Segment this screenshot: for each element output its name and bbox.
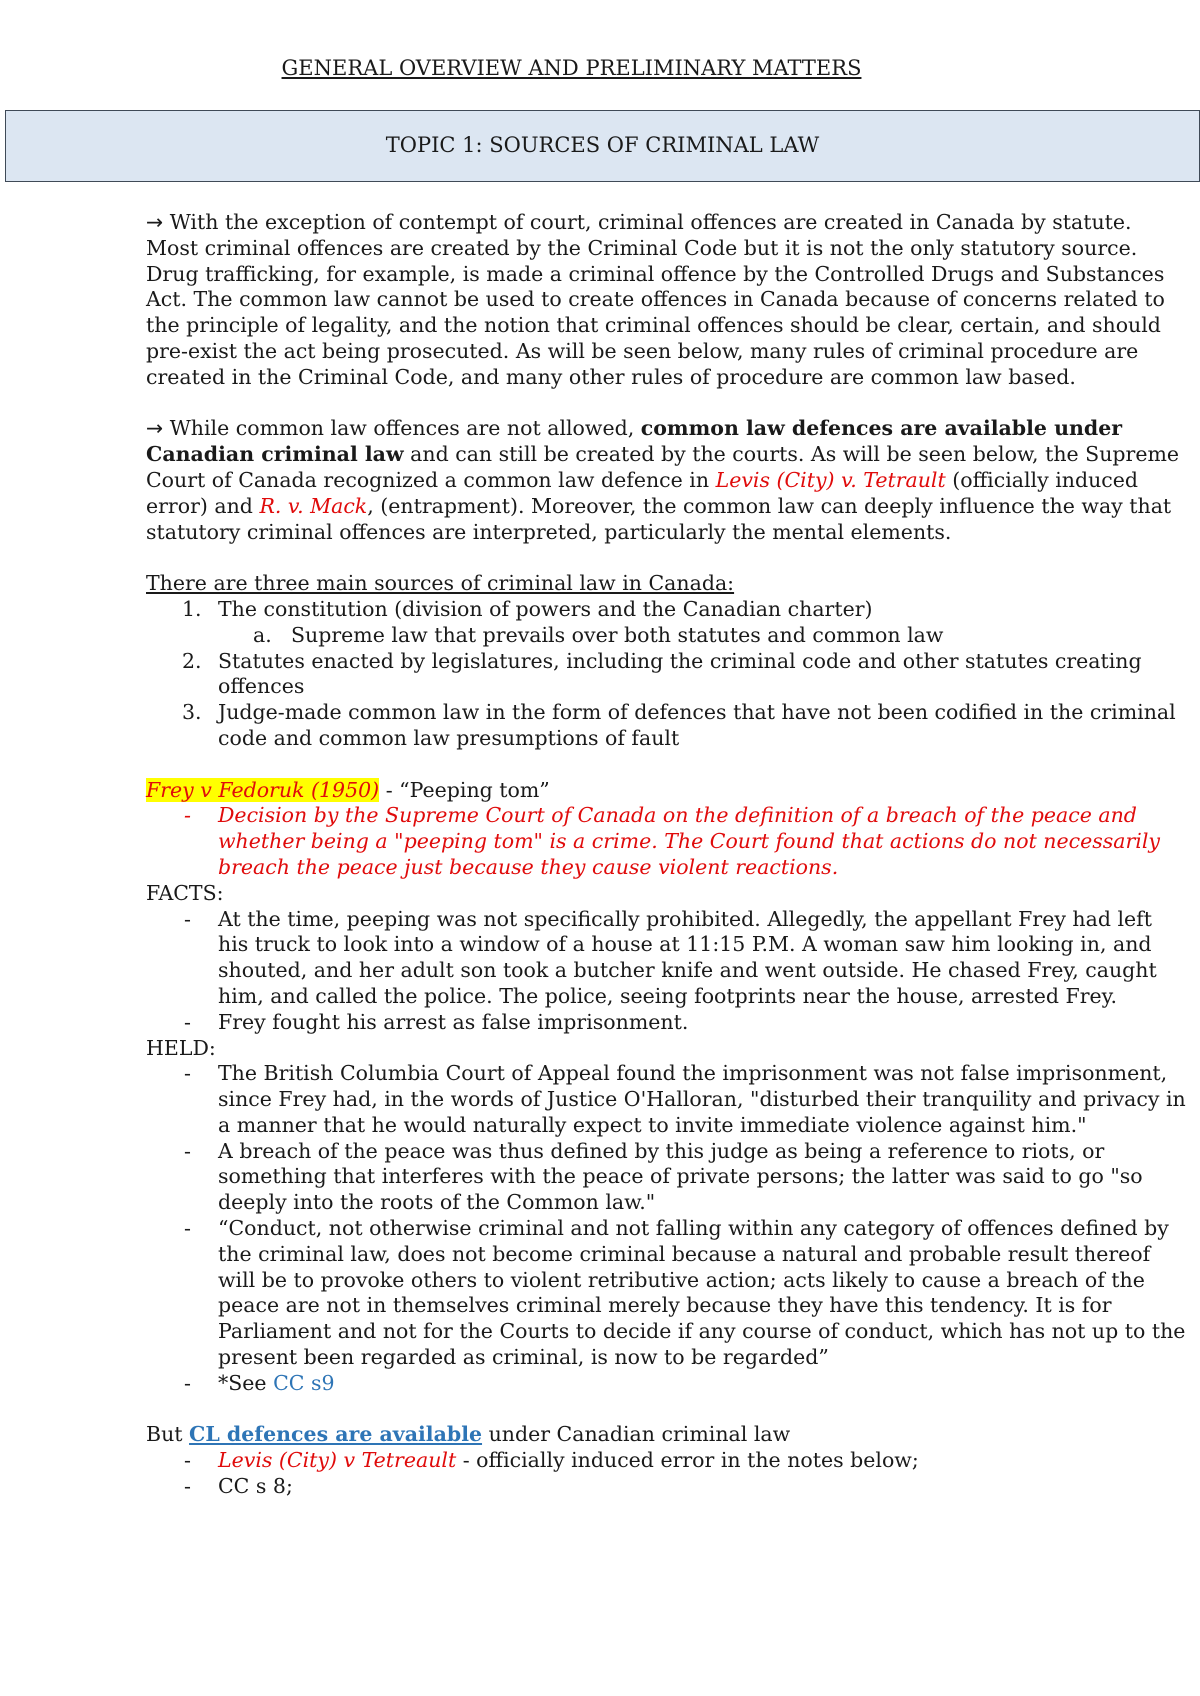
bold-defences-text: common law defences are available under Canadian criminal law xyxy=(146,416,1123,467)
cc-s9-link[interactable]: CC s9 xyxy=(273,1370,335,1395)
case-r-v-mack: R. v. Mack xyxy=(259,493,368,518)
list-item: 1. The constitution (division of powers and the Canadian charter) xyxy=(182,596,873,621)
list-item: - “Conduct, not otherwise criminal and not falling within any category of offences defined by the criminal law, does not become criminal because a natural and probable result thereof will be to provoke others to violent retributive action; acts likely to cause a breach of the peace are not in themselves criminal merely because they have this tendency. It is for Parliament and not for the Courts to decide if any course of conduct, which has not up to the present been regarded as criminal, is now to be regarded” xyxy=(184,1216,1186,1370)
case-heading-frey: Frey v Fedoruk (1950) - “Peeping tom” xyxy=(146,777,550,802)
paragraph-statute: → With the exception of contempt of court, criminal offences are created in Canada by statute. Most criminal offences are created by the Criminal Code but it is not the only statutory source. Drug trafficking, for example, is made a criminal offence by the Controlled Drugs and Substances Act. The common law cannot be used to create offences in Canada because of concerns related to the principle of legality, and the notion that criminal offences should be clear, certain, and should pre-exist the act being prosecuted. As will be seen below, many rules of criminal procedure are created in the Criminal Code, and many other rules of procedure are common law based. xyxy=(146,210,1165,389)
list-item: 3. Judge-made common law in the form of defences that have not been codified in the criminal code and common law presumptions of fault xyxy=(182,700,1176,750)
case-levis-tetreault: Levis (City) v Tetreault xyxy=(218,1448,457,1473)
facts-label: FACTS: xyxy=(146,880,224,905)
facts-list xyxy=(146,907,1186,1036)
held-label: HELD: xyxy=(146,1035,216,1060)
page-heading: GENERAL OVERVIEW AND PRELIMINARY MATTERS xyxy=(281,56,862,80)
topic-box xyxy=(5,110,1200,182)
paragraph-common-law: → While common law offences are not allowed, common law defences are available under Canadian criminal law and can still be created by the courts. As will be seen below, the Supreme Court of Canada recognized a common law defence in Levis (City) v. Tetrault (officially induced error) and R. v. Mack, (entrapment). Moreover, the common law can deeply influence the way that statutory criminal offences are interpreted, particularly the mental elements. xyxy=(146,416,1180,544)
document-body xyxy=(146,210,1186,1500)
arrow-icon: → xyxy=(146,210,164,234)
defences-list xyxy=(146,1448,1186,1500)
defences-line: But CL defences are available under Canadian criminal law xyxy=(146,1422,791,1447)
list-item: - Decision by the Supreme Court of Canada on the definition of a breach of the peace and whether being a "peeping tom" is a crime. The Court found that actions do not necessarily breach the peace just because they cause violent reactions. xyxy=(184,803,1160,879)
list-item: - CC s 8; xyxy=(184,1474,293,1499)
list-item: - Levis (City) v Tetreault - officially induced error in the notes below; xyxy=(184,1448,919,1473)
cl-defences-link[interactable]: CL defences are available xyxy=(189,1422,483,1447)
list-item: 2. Statutes enacted by legislatures, including the criminal code and other statutes creating offences xyxy=(182,648,1142,699)
case-frey-fedoruk: Frey v Fedoruk (1950) xyxy=(146,777,380,802)
topic-title: TOPIC 1: SOURCES OF CRIMINAL LAW xyxy=(385,133,820,158)
sources-list xyxy=(146,597,1186,752)
list-item: - A breach of the peace was thus defined by this judge as being a reference to riots, or something that interferes with the peace of private persons; the latter was said to go "so deeply into the roots of the Common law." xyxy=(184,1138,1143,1215)
list-item: - At the time, peeping was not specifically prohibited. Allegedly, the appellant Frey had left his truck to look into a window of a house at 11:15 P.M. A woman saw him looking in, and shouted, and her adult son took a butcher knife and went outside. He chased Frey, caught him, and called the police. The police, seeing footprints near the house, arrested Frey. xyxy=(184,906,1157,1008)
list-item: - *See CC s9 xyxy=(184,1370,335,1395)
arrow-icon: → xyxy=(146,416,164,441)
list-item: - Frey fought his arrest as false imprisonment. xyxy=(184,1009,689,1034)
list-sub-item: a. Supreme law that prevails over both statutes and common law xyxy=(253,622,944,647)
frey-summary-list xyxy=(146,803,1186,880)
list-item: - The British Columbia Court of Appeal found the imprisonment was not false imprisonment, since Frey had, in the words of Justice O'Halloran, "disturbed their tranquility and privacy in a manner that he would naturally expect to invite immediate violence against him." xyxy=(184,1061,1186,1137)
case-levis-tetrault: Levis (City) v. Tetrault xyxy=(715,467,946,492)
held-list xyxy=(146,1061,1186,1396)
sources-intro: There are three main sources of criminal law in Canada: xyxy=(146,571,735,596)
